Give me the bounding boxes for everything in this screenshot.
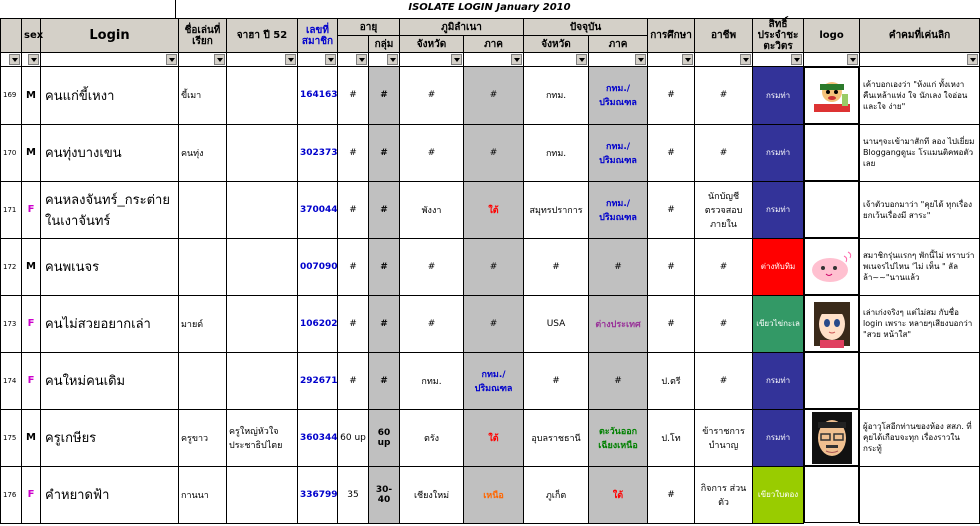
col-target: สิทธิ์ประจำชะตะวิตร	[753, 19, 804, 53]
filter-target[interactable]	[753, 53, 804, 67]
home-province-cell[interactable]: ตรัง	[400, 409, 464, 466]
job-cell[interactable]: #	[695, 67, 753, 125]
login-cell[interactable]: คนหลงจันทร์_กระต่ายในเงาจันทร์	[41, 181, 179, 238]
nickname-cell[interactable]: กานนา	[179, 466, 227, 523]
col-login: Login	[41, 19, 179, 53]
logo-cell[interactable]	[804, 352, 859, 409]
chevron-down-icon[interactable]	[9, 54, 20, 65]
login-cell[interactable]: คำหยาดฟ้า	[41, 466, 179, 523]
chevron-down-icon[interactable]	[511, 54, 522, 65]
education-cell[interactable]: #	[648, 181, 695, 238]
logo-cell[interactable]	[804, 124, 859, 181]
education-cell[interactable]: ป.ตรี	[648, 352, 695, 409]
member-id-cell[interactable]: 106202	[298, 295, 338, 352]
comment-cell[interactable]	[860, 466, 980, 523]
filter-home-province[interactable]	[400, 53, 464, 67]
target-cell[interactable]: เขียวไข่กะเล	[753, 295, 804, 352]
age-cell[interactable]: #	[338, 181, 369, 238]
filter-age[interactable]	[338, 53, 369, 67]
row-number[interactable]: 169	[1, 67, 22, 125]
col-cur-region: ภาค	[589, 36, 648, 53]
member-id-cell[interactable]: 360344	[298, 409, 338, 466]
home-province-cell[interactable]: #	[400, 238, 464, 295]
current-region-cell[interactable]: ต่างประเทศ	[589, 295, 648, 352]
chevron-down-icon[interactable]	[325, 54, 336, 65]
current-region-cell[interactable]: กทม./ปริมณฑล	[589, 181, 648, 238]
filter-age-group[interactable]	[369, 53, 400, 67]
age-group-cell[interactable]: #	[369, 352, 400, 409]
home-region-cell[interactable]: #	[464, 238, 524, 295]
target-cell[interactable]: กรมท่า	[753, 124, 804, 181]
current-province-cell[interactable]: ภูเก็ต	[524, 466, 589, 523]
chevron-down-icon[interactable]	[682, 54, 693, 65]
filter-sex[interactable]	[22, 53, 41, 67]
filter-comment[interactable]	[860, 53, 980, 67]
chevron-down-icon[interactable]	[791, 54, 802, 65]
logo-cell[interactable]	[804, 67, 859, 124]
nickname-cell[interactable]	[179, 181, 227, 238]
table-row	[1, 409, 980, 466]
col-edu: การศึกษา	[648, 19, 695, 53]
home-province-cell[interactable]: เชียงใหม่	[400, 466, 464, 523]
teacher-face-icon	[812, 410, 852, 465]
col-no	[1, 19, 22, 53]
title-spacer	[0, 0, 176, 18]
filter-cur-region[interactable]	[589, 53, 648, 67]
filter-logo[interactable]	[804, 53, 860, 67]
table-row	[1, 352, 980, 409]
target-cell[interactable]: ต่างทับทิม	[753, 238, 804, 295]
ceo-cell[interactable]	[227, 124, 298, 181]
target-cell[interactable]: กรมท่า	[753, 409, 804, 466]
age-cell[interactable]: #	[338, 67, 369, 125]
chevron-down-icon[interactable]	[576, 54, 587, 65]
comment-cell[interactable]: เล่าเก่งจริงๆ แต่ไม่สม กับชื่อ login เพราะ หลายๆเสียงบอกว่า "สวย หน้าใส"	[860, 295, 980, 352]
sex-cell[interactable]: M	[22, 67, 41, 125]
current-region-cell[interactable]: ตะวันออก เฉียงเหนือ	[589, 409, 648, 466]
sex-cell[interactable]: M	[22, 238, 41, 295]
home-region-cell[interactable]: ใต้	[464, 181, 524, 238]
age-group-cell[interactable]: #	[369, 67, 400, 125]
filter-home-region[interactable]	[464, 53, 524, 67]
home-region-cell[interactable]: เหนือ	[464, 466, 524, 523]
chevron-down-icon[interactable]	[166, 54, 177, 65]
table-row	[1, 238, 980, 295]
sex-cell[interactable]: F	[22, 466, 41, 523]
nickname-cell[interactable]	[179, 352, 227, 409]
comment-cell[interactable]: เจ้าตัวบอกมาว่า "คุยได้ ทุกเรื่อง ยกเว้นเรื่องมี สาระ"	[860, 181, 980, 238]
member-id-cell[interactable]: 292671	[298, 352, 338, 409]
filter-login[interactable]	[41, 53, 179, 67]
home-province-cell[interactable]: พังงา	[400, 181, 464, 238]
current-region-cell[interactable]: กทม./ปริมณฑล	[589, 67, 648, 125]
education-cell[interactable]: #	[648, 466, 695, 523]
ceo-cell[interactable]	[227, 181, 298, 238]
current-province-cell[interactable]: USA	[524, 295, 589, 352]
row-number[interactable]: 170	[1, 124, 22, 181]
row-number[interactable]: 172	[1, 238, 22, 295]
col-age-blank	[338, 36, 369, 53]
job-cell[interactable]: #	[695, 238, 753, 295]
row-number[interactable]: 173	[1, 295, 22, 352]
job-cell[interactable]: นักบัญชี ตรวจสอบ ภายใน	[695, 181, 753, 238]
table-row	[1, 124, 980, 181]
home-province-cell[interactable]: #	[400, 124, 464, 181]
filter-edu[interactable]	[648, 53, 695, 67]
col-cur-province: จังหวัด	[524, 36, 589, 53]
job-cell[interactable]: กิจการ ส่วนตัว	[695, 466, 753, 523]
current-province-cell[interactable]: สมุทรปราการ	[524, 181, 589, 238]
education-cell[interactable]: #	[648, 124, 695, 181]
chevron-down-icon[interactable]	[451, 54, 462, 65]
education-cell[interactable]: #	[648, 67, 695, 125]
filter-member[interactable]	[298, 53, 338, 67]
target-cell[interactable]: กรมท่า	[753, 352, 804, 409]
current-region-cell[interactable]: #	[589, 238, 648, 295]
age-cell[interactable]: #	[338, 352, 369, 409]
col-home-province: จังหวัด	[400, 36, 464, 53]
filter-nick[interactable]	[179, 53, 227, 67]
col-hometown: ภูมิลำเนา	[400, 19, 524, 36]
col-age-group: กลุ่ม	[369, 36, 400, 53]
chevron-down-icon[interactable]	[28, 54, 39, 65]
home-province-cell[interactable]: กทม.	[400, 352, 464, 409]
filter-job[interactable]	[695, 53, 753, 67]
current-region-cell[interactable]: ใต้	[589, 466, 648, 523]
pink-blob-icon	[808, 239, 856, 294]
cartoon-drinker-icon	[810, 68, 854, 123]
filter-ceo[interactable]	[227, 53, 298, 67]
home-province-cell[interactable]: #	[400, 295, 464, 352]
current-province-cell[interactable]: #	[524, 352, 589, 409]
sheet-title-bar	[0, 0, 979, 18]
col-sex: sex	[22, 19, 41, 53]
ceo-cell[interactable]	[227, 295, 298, 352]
member-id-cell[interactable]: 336799	[298, 466, 338, 523]
comment-cell[interactable]: เค้าบอกเองว่า "ห้งแก่ ทั้งเหงา คืนเหล้าแห่ง ใจ นักเลง ใจอ่อน และใจ ง่าย"	[860, 67, 980, 125]
current-province-cell[interactable]: #	[524, 238, 589, 295]
col-logo: logo	[804, 19, 860, 53]
chevron-down-icon[interactable]	[285, 54, 296, 65]
logo-cell[interactable]	[804, 466, 859, 523]
nickname-cell[interactable]: คนทุ่ง	[179, 124, 227, 181]
sex-cell[interactable]: F	[22, 181, 41, 238]
chevron-down-icon[interactable]	[967, 54, 978, 65]
col-comment: คำคมที่เค่นลิก	[860, 19, 980, 53]
current-province-cell[interactable]: กทม.	[524, 124, 589, 181]
age-cell[interactable]: #	[338, 238, 369, 295]
filter-cur-province[interactable]	[524, 53, 589, 67]
home-province-cell[interactable]: #	[400, 67, 464, 125]
job-cell[interactable]: #	[695, 124, 753, 181]
comment-cell[interactable]: ผู้อาวุโสอีกท่านของห้อง สสภ. ที่คุยได้เกือบจะทุก เรื่องราวในกระทู้	[860, 409, 980, 466]
job-cell[interactable]: #	[695, 295, 753, 352]
row-number[interactable]: 171	[1, 181, 22, 238]
chevron-down-icon[interactable]	[356, 54, 367, 65]
nickname-cell[interactable]	[179, 238, 227, 295]
table-row	[1, 466, 980, 523]
age-group-cell[interactable]: 60 up	[369, 409, 400, 466]
education-cell[interactable]: ป.โท	[648, 409, 695, 466]
chevron-down-icon[interactable]	[387, 54, 398, 65]
table-row	[1, 295, 980, 352]
col-home-region: ภาค	[464, 36, 524, 53]
age-group-cell[interactable]: 30-40	[369, 466, 400, 523]
col-job: อาชีพ	[695, 19, 753, 53]
sex-cell[interactable]: F	[22, 295, 41, 352]
current-region-cell[interactable]: #	[589, 352, 648, 409]
row-number[interactable]: 174	[1, 352, 22, 409]
age-cell[interactable]: #	[338, 295, 369, 352]
table-row	[1, 181, 980, 238]
member-id-cell[interactable]: 164163	[298, 67, 338, 125]
job-cell[interactable]: ข้าราชการ บำนาญ	[695, 409, 753, 466]
comment-cell[interactable]: สมาชิกรุ่นแรกๆ พักนี้ไม่ ทราบว่าพเนจรไปไหน 'ไม่ เห็น " ลัลล้า~~"นานแล้ว	[860, 238, 980, 295]
age-group-cell[interactable]: #	[369, 181, 400, 238]
chevron-down-icon[interactable]	[740, 54, 751, 65]
chevron-down-icon[interactable]	[214, 54, 225, 65]
col-ceo: จาฮา ปี 52	[227, 19, 298, 53]
row-number[interactable]: 175	[1, 409, 22, 466]
comment-cell[interactable]: นานๆจะเข้ามาสักที ลอง ไปเยี่ยม Bloggangดูนะ โรแมนติคพอตัวเลย	[860, 124, 980, 181]
col-member: เลขที่สมาชิก	[298, 19, 338, 53]
current-province-cell[interactable]: อุบลราชธานี	[524, 409, 589, 466]
home-region-cell[interactable]: กทม./ปริมณฑล	[464, 352, 524, 409]
autofilter-row	[1, 53, 980, 67]
col-age: อายุ	[338, 19, 400, 36]
logo-cell[interactable]	[804, 409, 859, 466]
ceo-cell[interactable]: ครูใหญ่หัวใจ ประชาธิปไตย	[227, 409, 298, 466]
login-cell[interactable]: คนแก่ขี้เหงา	[41, 67, 179, 125]
age-group-cell[interactable]: #	[369, 238, 400, 295]
logo-cell[interactable]	[804, 181, 859, 238]
sex-cell[interactable]: M	[22, 409, 41, 466]
nickname-cell[interactable]: ครูขาว	[179, 409, 227, 466]
member-id-cell[interactable]: 302373	[298, 124, 338, 181]
login-cell[interactable]: คนทุ่งบางเขน	[41, 124, 179, 181]
login-table	[0, 18, 980, 524]
home-region-cell[interactable]: ใต้	[464, 409, 524, 466]
ceo-cell[interactable]	[227, 352, 298, 409]
home-region-cell[interactable]: #	[464, 295, 524, 352]
home-region-cell[interactable]: #	[464, 67, 524, 125]
job-cell[interactable]: #	[695, 352, 753, 409]
login-cell[interactable]: คนไม่สวยอยากเล่า	[41, 295, 179, 352]
target-cell[interactable]: กรมท่า	[753, 67, 804, 125]
login-cell[interactable]: ครูเกษียร	[41, 409, 179, 466]
home-region-cell[interactable]: #	[464, 124, 524, 181]
target-cell[interactable]: กรมท่า	[753, 181, 804, 238]
logo-cell[interactable]	[804, 238, 859, 295]
age-group-cell[interactable]: #	[369, 295, 400, 352]
age-cell[interactable]: #	[338, 124, 369, 181]
nickname-cell[interactable]: มายด์	[179, 295, 227, 352]
anime-girl-icon	[810, 296, 854, 351]
login-cell[interactable]: คนพเนจร	[41, 238, 179, 295]
ceo-cell[interactable]	[227, 466, 298, 523]
filter-no[interactable]	[1, 53, 22, 67]
ceo-cell[interactable]	[227, 67, 298, 125]
current-region-cell[interactable]: กทม./ปริมณฑล	[589, 124, 648, 181]
table-row	[1, 67, 980, 125]
comment-cell[interactable]	[860, 352, 980, 409]
education-cell[interactable]: #	[648, 238, 695, 295]
sex-cell[interactable]: F	[22, 352, 41, 409]
ceo-cell[interactable]	[227, 238, 298, 295]
current-province-cell[interactable]: กทม.	[524, 67, 589, 125]
col-current: ปัจจุบัน	[524, 19, 648, 36]
row-number[interactable]: 176	[1, 466, 22, 523]
target-cell[interactable]: เขียวใบตอง	[753, 466, 804, 523]
col-nick: ชื่อเล่นที่เรียก	[179, 19, 227, 53]
login-cell[interactable]: คนใหม่คนเดิม	[41, 352, 179, 409]
sex-cell[interactable]: M	[22, 124, 41, 181]
age-cell[interactable]: 60 up	[338, 409, 369, 466]
sheet-title: ISOLATE LOGIN January 2010	[408, 2, 571, 13]
nickname-cell[interactable]: ขี้เมา	[179, 67, 227, 125]
chevron-down-icon[interactable]	[635, 54, 646, 65]
chevron-down-icon[interactable]	[847, 54, 858, 65]
education-cell[interactable]: #	[648, 295, 695, 352]
member-id-cell[interactable]: 370044	[298, 181, 338, 238]
member-id-cell[interactable]: 007090	[298, 238, 338, 295]
age-cell[interactable]: 35	[338, 466, 369, 523]
logo-cell[interactable]	[804, 295, 859, 352]
age-group-cell[interactable]: #	[369, 124, 400, 181]
